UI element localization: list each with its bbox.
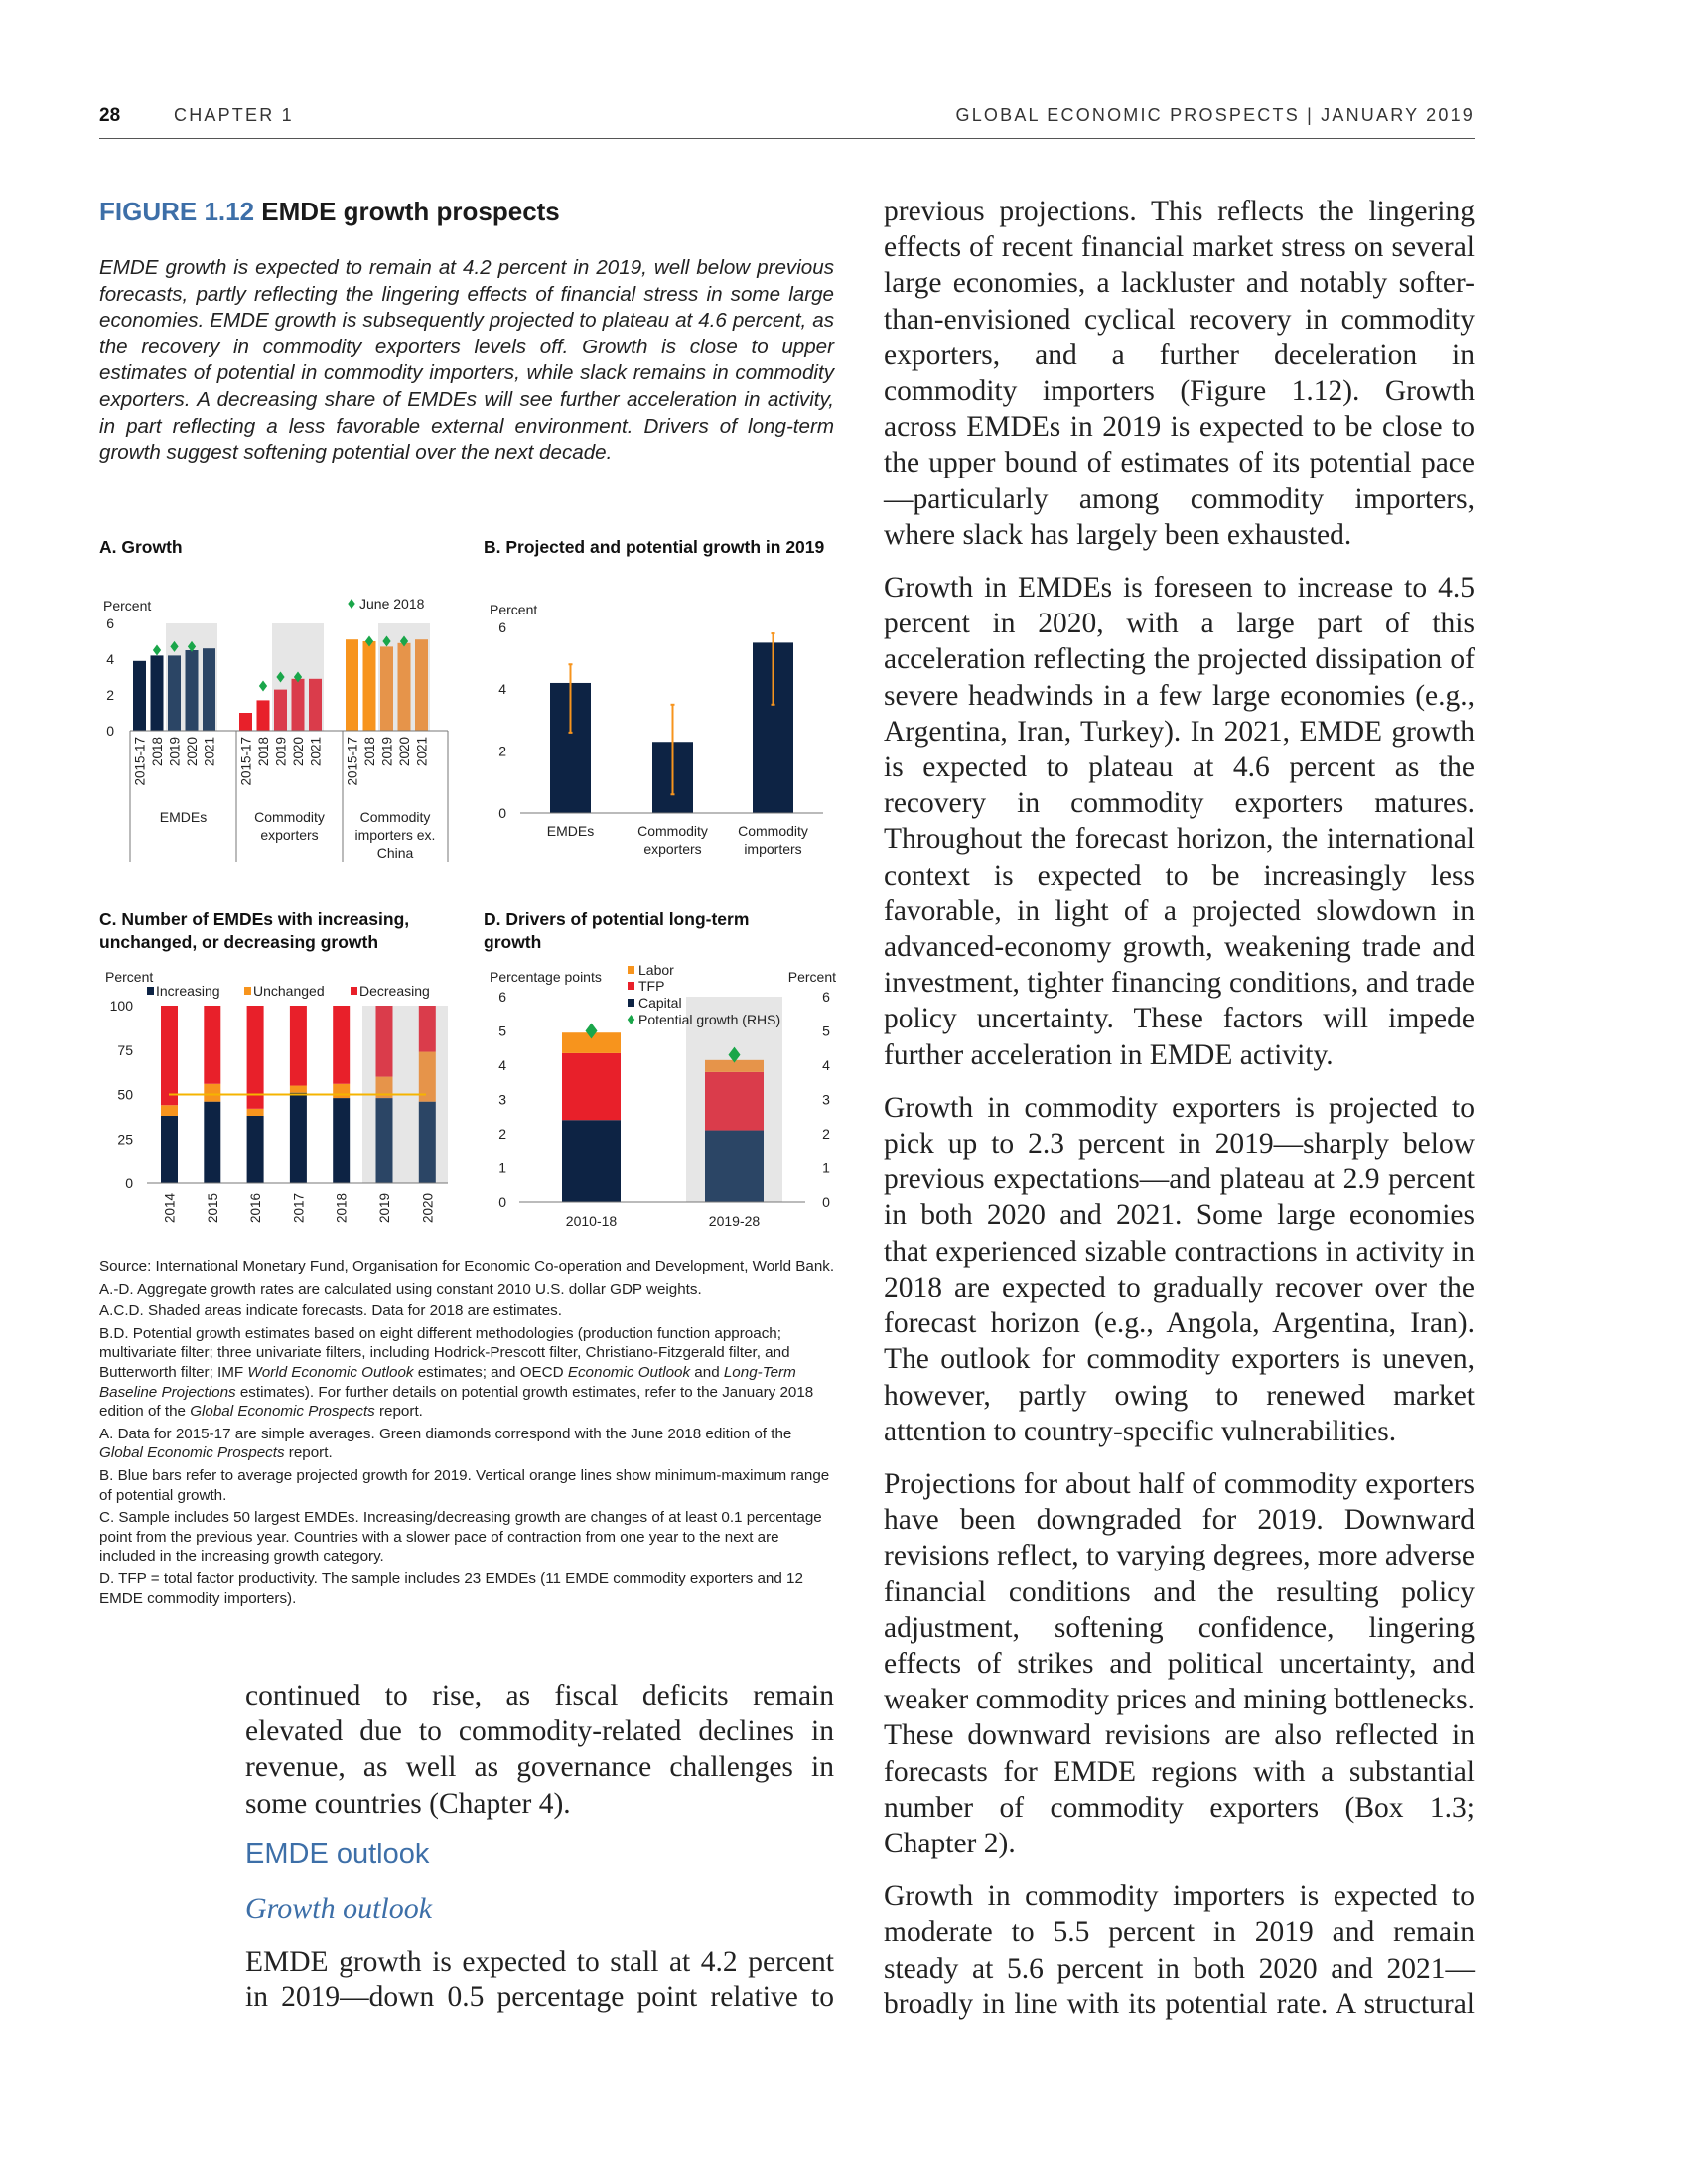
panel-a-title: A. Growth [99,537,183,557]
bar-segment [562,1120,621,1202]
left-body-text [245,1678,834,1839]
y-tick-label: 25 [117,1131,133,1148]
bar [257,700,270,731]
bar-segment [333,1006,350,1084]
note-italic-text: Economic Outlook [567,1363,691,1381]
body-paragraph: Growth in commodity exporters is projected to pick up to 2.3 percent in 2019—sharply below previous expectations—and plateau at 2.9 percent in both 2020 and 2021. Some large economies that experienced sizable contractions in activity in 2018 are expected to gradually recover over the forecast horizon (e.g., Angola, Argentina, Iran). The outlook for commodity exporters is uneven, however, partly owing to renewed market attention to country-specific vulnerabilities. [884,1091,1475,1447]
body-paragraph: continued to rise, as fiscal deficits remain elevated due to commodity-related declines in revenue, as well as governance challenges in some countries (Chapter 4). [245,1680,834,1820]
note-text: B. Blue bars refer to average projected growth for 2019. Vertical orange lines show minimum-maximum range of potential growth. [99,1466,830,1504]
x-tick-label: 2018 [362,737,377,767]
x-tick-label: 2020 [420,1193,436,1224]
legend-swatch [244,987,251,995]
bar [363,641,376,731]
bar-segment [204,1084,220,1102]
y-tick-label: 4 [498,681,506,698]
x-tick-label: 2019-28 [708,1213,761,1229]
y2-tick-label: 0 [822,1194,830,1210]
y-tick-label: 0 [498,1194,506,1210]
legend-swatch [628,966,634,974]
legend-diamond-icon [348,599,355,609]
x-tick-label: 2017 [291,1193,307,1224]
bar [151,655,164,731]
bar-segment [247,1109,264,1116]
figure-number: FIGURE 1.12 [99,197,255,226]
bar-segment [161,1006,178,1105]
body-paragraph: Growth in EMDEs is foreseen to increase to 4.5 percent in 2020, with a large part of this acceleration reflecting the projected dissipation of severe headwinds in a few large economies (e.g., Argentina, Iran, Turkey). In 2021, EMDE growth is expected to plateau at 4.6 percent as the recovery in commodity exporters matures. Throughout the forecast horizon, the international context is expected to be increasingly less favorable, in light of a projected slowdown in advanced-economy growth, weakening trade and investment, tighter financing conditions, and trade policy uncertainty. These factors will impede further acceleration in EMDE activity. [884,572,1475,1071]
x-tick-label: 2015 [205,1193,220,1224]
x-tick-label: 2010-18 [565,1213,618,1229]
figure-notes [99,1257,836,1611]
x-tick-label: 2021 [414,737,430,767]
y-tick-label: 0 [498,805,506,821]
y-tick-label: 6 [498,989,506,1005]
bar-segment [419,1006,436,1052]
section-heading: EMDE outlook [245,1839,430,1870]
group-label: EMDEs [159,809,208,825]
bar-segment [376,1006,393,1077]
figure-note [99,1570,836,1608]
figure-note [99,1466,836,1505]
legend-swatch [628,982,634,990]
x-tick-label: 2019 [273,737,289,767]
x-tick-label: 2020 [397,737,412,767]
june-2018-diamond [153,645,161,656]
group-label: importers ex. [354,827,436,843]
bar-segment [705,1131,764,1202]
x-tick-label: Commodity [637,823,708,839]
note-text: Source: International Monetary Fund, Organisation for Economic Co-operation and Development, World Bank. [99,1258,835,1275]
bar-segment [419,1102,436,1183]
group-label: Commodity [254,809,325,825]
bar-segment [290,1093,307,1183]
y2-tick-label: 2 [822,1126,830,1142]
y-tick-label: 5 [498,1023,506,1039]
group-label: China [376,845,414,861]
x-tick-label: 2019 [167,737,183,767]
note-text: A.C.D. Shaded areas indicate forecasts. Data for 2018 are estimates. [99,1302,562,1320]
bar [168,655,181,731]
y2-tick-label: 4 [822,1057,830,1073]
bar [346,639,358,731]
x-tick-label: 2018 [256,737,271,767]
body-paragraph: Projections for about half of commodity exporters have been downgraded for 2019. Downward revisions reflect, to varying degrees, more adverse financial conditions and the resulting policy adjustment, softening confidence, lingering effects of strikes and political uncertainty, and weaker commodity prices and mining bottlenecks. These downward revisions are also reflected in forecasts for EMDE regions with a substantial number of commodity exporters (Box 1.3; Chapter 2). [884,1467,1475,1859]
x-tick-label: 2021 [202,737,217,767]
x-tick-label: 2019 [377,1193,392,1224]
page-number: 28 [99,105,121,126]
legend-swatch [147,987,154,995]
note-text: A. Data for 2015-17 are simple averages. Green diamonds correspond with the June 2018 edition of the [99,1425,792,1442]
y-tick-label: 2 [106,687,114,703]
bar [398,643,411,731]
y-tick-label: 3 [498,1091,506,1108]
note-text: D. TFP = total factor productivity. The sample includes 23 EMDEs (11 EMDE commodity exporters and 12 EMDE commodity importers). [99,1570,803,1607]
y2-axis-title: Percent [787,969,836,985]
x-tick-label: 2018 [150,737,165,767]
bar-segment [204,1006,220,1084]
bar [203,648,215,731]
body-paragraph: previous projections. This reflects the lingering effects of recent financial market stress on several large economies, a lackluster and notably softer-than-envisioned cyclical recovery in commodity exporters, and a further deceleration in commodity importers (Figure 1.12). Growth across EMDEs in 2019 is expected to be close to the upper bound of estimates of its potential pace—particularly among commodity importers, where slack has largely been exhausted. [884,196,1475,551]
right-body-text [884,194,1475,2039]
body-paragraph: EMDE growth is expected to stall at 4.2 percent in 2019—down 0.5 percentage point relative to [245,1946,834,2014]
left-body-text-2 [245,1944,834,2032]
x-tick-label: 2020 [185,737,200,767]
figure-note [99,1301,836,1321]
bar-segment [376,1098,393,1183]
bar-segment [333,1084,350,1098]
bar-segment [247,1006,264,1109]
x-tick-label: 2015-17 [345,737,360,786]
figure-note [99,1508,836,1567]
subsection-heading: Growth outlook [245,1892,433,1925]
bar [186,650,199,731]
bar-segment [562,1053,621,1120]
y-tick-label: 6 [498,618,506,635]
figure-note [99,1280,836,1299]
legend-label: Decreasing [359,983,430,999]
legend-swatch [351,987,357,995]
bar-segment [161,1105,178,1116]
bar [274,690,287,731]
x-tick-label: exporters [643,841,702,857]
y-tick-label: 100 [109,998,133,1014]
bar-segment [333,1098,350,1183]
figure-note [99,1324,836,1422]
note-text: B.D. Potential growth estimates based on eight different methodologies (production function approach; multivariate filter; three univariate filters, including Hodrick-Prescott filter, Christiano-Fitzgerald filter, and Butterworth filter; IMF [99,1324,790,1381]
x-tick-label: 2019 [379,737,395,767]
y-tick-label: 4 [498,1057,506,1073]
x-tick-label: 2018 [334,1193,350,1224]
panel-d-title: D. Drivers of potential long-term growth [484,909,750,952]
note-italic-text: World Economic Outlook [247,1363,414,1381]
bar-segment [247,1116,264,1183]
panel-b-title: B. Projected and potential growth in 2019 [484,537,825,557]
y2-tick-label: 5 [822,1023,830,1039]
legend-label: Potential growth (RHS) [638,1012,781,1027]
june-2018-diamond [259,681,267,692]
note-italic-text: Global Economic Prospects [99,1444,285,1462]
note-italic-text: Long-Term Baseline Projections [99,1363,796,1401]
x-tick-label: EMDEs [546,823,595,839]
y-tick-label: 75 [117,1041,133,1058]
y-tick-label: 4 [106,651,114,667]
x-tick-label: 2014 [162,1193,178,1224]
bar [239,713,252,731]
publication-title: GLOBAL ECONOMIC PROSPECTS | JANUARY 2019 [955,105,1475,125]
figure-summary: EMDE growth is expected to remain at 4.2 percent in 2019, well below previous forecasts, partly reflecting the lingering effects of financial stress in some large economies. EMDE growth is subsequently projected to plateau at 4.6 percent, as the recovery in commodity exporters levels off. Growth is close to upper estimates of potential in commodity importers, while slack remains in commodity exporters. A decreasing share of EMDEs will see further acceleration in activity, in part reflecting a less favorable external environment. Drivers of long-term growth suggest softening potential over the next decade. [99,256,834,465]
bar [380,646,393,731]
legend-label: Unchanged [253,983,325,999]
panel-c-title: C. Number of EMDEs with increasing, unchanged, or decreasing growth [99,909,410,952]
y-tick-label: 0 [125,1175,133,1191]
note-text: and [690,1363,724,1381]
bar-segment [204,1102,220,1183]
x-tick-label: 2021 [308,737,324,767]
chapter-label: CHAPTER 1 [174,105,294,125]
note-text: estimates; and OECD [413,1363,568,1381]
bar [133,661,146,731]
y-axis-title: Percent [105,969,154,985]
x-tick-label: 2016 [248,1193,264,1224]
legend-label: TFP [638,978,665,994]
x-tick-label: 2015-17 [238,737,254,786]
legend-label: Increasing [156,983,220,999]
bar-segment [161,1116,178,1183]
group-label: exporters [260,827,319,843]
bar [415,639,428,731]
y-tick-label: 2 [498,743,506,759]
legend-label: Labor [638,962,674,978]
x-tick-label: 2020 [291,737,306,767]
bar-segment [290,1006,307,1086]
x-tick-label: Commodity [738,823,808,839]
legend-label: Capital [638,995,682,1011]
note-text: A.-D. Aggregate growth rates are calculated using constant 2010 U.S. dollar GDP weights. [99,1280,702,1297]
bar [292,679,305,731]
y-axis-title: Percentage points [490,969,602,985]
figure-note [99,1425,836,1463]
note-italic-text: Global Economic Prospects [190,1403,375,1421]
figure-note [99,1257,836,1277]
y2-tick-label: 1 [822,1160,830,1176]
y-tick-label: 2 [498,1126,506,1142]
bar [309,679,322,731]
y-tick-label: 0 [106,723,114,739]
note-text: report. [374,1403,423,1421]
note-text: C. Sample includes 50 largest EMDEs. Increasing/decreasing growth are changes of at least 0.1 percentage point from the previous year. Countries with a slower pace of contraction from one year to the next are included in the increasing growth category. [99,1509,822,1566]
group-label: Commodity [359,809,431,825]
note-text: report. [284,1444,333,1462]
legend-swatch [628,999,634,1007]
x-tick-label: 2015-17 [132,737,148,786]
y-axis-title: Percent [103,598,152,614]
y-tick-label: 6 [106,615,114,631]
body-paragraph: Growth in commodity importers is expected to moderate to 5.5 percent in 2019 and remain steady at 5.6 percent in both 2020 and 2021—broadly in line with its potential rate. A structural [884,1880,1475,2020]
legend-diamond-icon [628,1015,635,1024]
bar-segment [290,1086,307,1093]
y-tick-label: 50 [117,1086,133,1103]
y2-tick-label: 3 [822,1091,830,1108]
y-axis-title: Percent [490,602,538,617]
note-text: estimates). For further details on potential growth estimates, refer to the January 2018 edition of the [99,1383,814,1421]
bar-segment [705,1072,764,1131]
y-tick-label: 1 [498,1160,506,1176]
legend-label: June 2018 [359,596,425,612]
figure-title-text: EMDE growth prospects [261,197,560,226]
x-tick-label: importers [744,841,802,857]
y2-tick-label: 6 [822,989,830,1005]
